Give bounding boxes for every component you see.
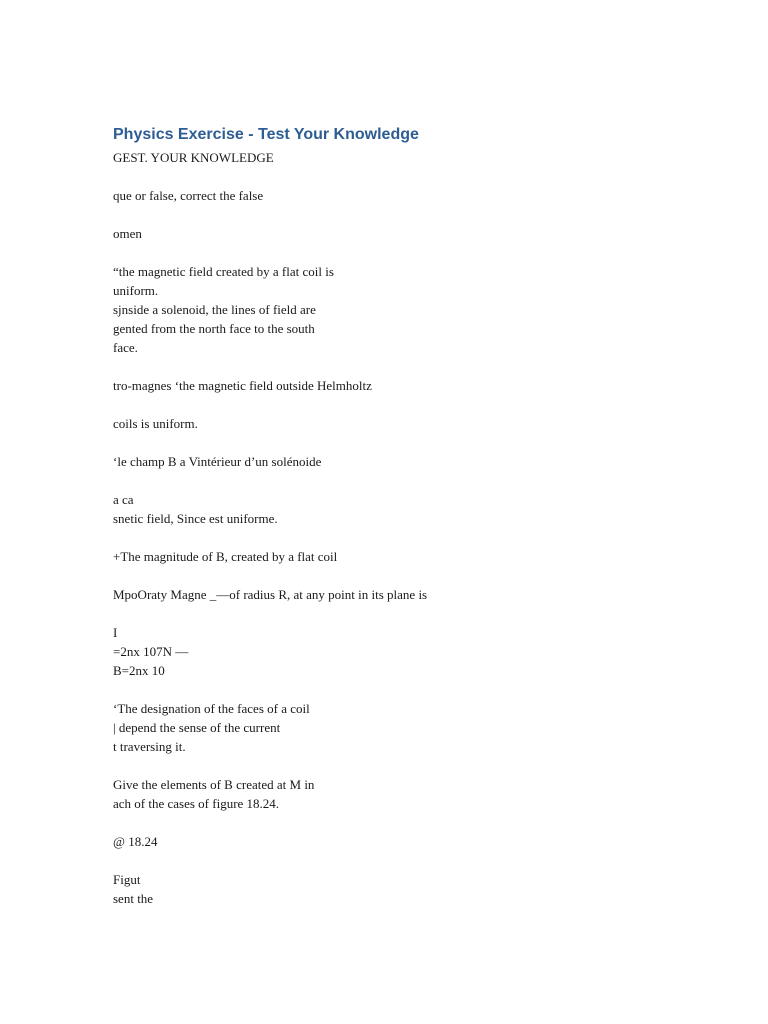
paragraph-7 xyxy=(113,452,673,471)
document-body xyxy=(113,124,673,927)
text-line: ‘The designation of the faces of a coil xyxy=(113,701,310,716)
text-line: ach of the cases of figure 18.24. xyxy=(113,796,280,811)
text-line: snetic field, Since est uniforme. xyxy=(113,511,278,526)
text-line: @ 18.24 xyxy=(113,834,158,849)
text-line: tro-magnes ‘the magnetic field outside Helmholtz xyxy=(113,378,372,393)
text-line: B=2nx 10 xyxy=(113,663,165,678)
text-line: | depend the sense of the current xyxy=(113,720,281,735)
text-line: ‘le champ B a Vintérieur d’un solénoide xyxy=(113,454,322,469)
text-line: GEST. YOUR KNOWLEDGE xyxy=(113,150,274,165)
text-line: face. xyxy=(113,340,138,355)
text-line: t traversing it. xyxy=(113,739,186,754)
paragraph-4 xyxy=(113,262,673,357)
text-line: gented from the north face to the south xyxy=(113,321,315,336)
text-line: I xyxy=(113,625,118,640)
text-line: omen xyxy=(113,226,142,241)
text-line: uniform. xyxy=(113,283,159,298)
text-line: sjnside a solenoid, the lines of field are xyxy=(113,302,316,317)
text-line: =2nx 107N — xyxy=(113,644,189,659)
paragraph-13 xyxy=(113,775,673,813)
text-line: Figut xyxy=(113,872,141,887)
paragraph-6 xyxy=(113,414,673,433)
paragraph-3 xyxy=(113,224,673,243)
text-line: coils is uniform. xyxy=(113,416,198,431)
paragraph-2 xyxy=(113,186,673,205)
paragraph-10 xyxy=(113,585,673,604)
text-line: Give the elements of B created at M in xyxy=(113,777,315,792)
paragraph-15 xyxy=(113,870,673,908)
paragraph-14 xyxy=(113,832,673,851)
paragraph-1 xyxy=(113,148,673,167)
paragraph-5 xyxy=(113,376,673,395)
text-line: sent the xyxy=(113,891,154,906)
paragraph-12 xyxy=(113,699,673,756)
text-line: MpoOraty Magne _—of radius R, at any point in its plane is xyxy=(113,587,428,602)
paragraph-8 xyxy=(113,490,673,528)
text-line: “the magnetic field created by a flat coil is xyxy=(113,264,334,279)
paragraph-9 xyxy=(113,547,673,566)
document-title: Physics Exercise - Test Your Knowledge xyxy=(113,126,419,143)
text-line: que or false, correct the false xyxy=(113,188,264,203)
text-line: a ca xyxy=(113,492,134,507)
text-line: +The magnitude of B, created by a flat coil xyxy=(113,549,338,564)
paragraph-11 xyxy=(113,623,673,680)
